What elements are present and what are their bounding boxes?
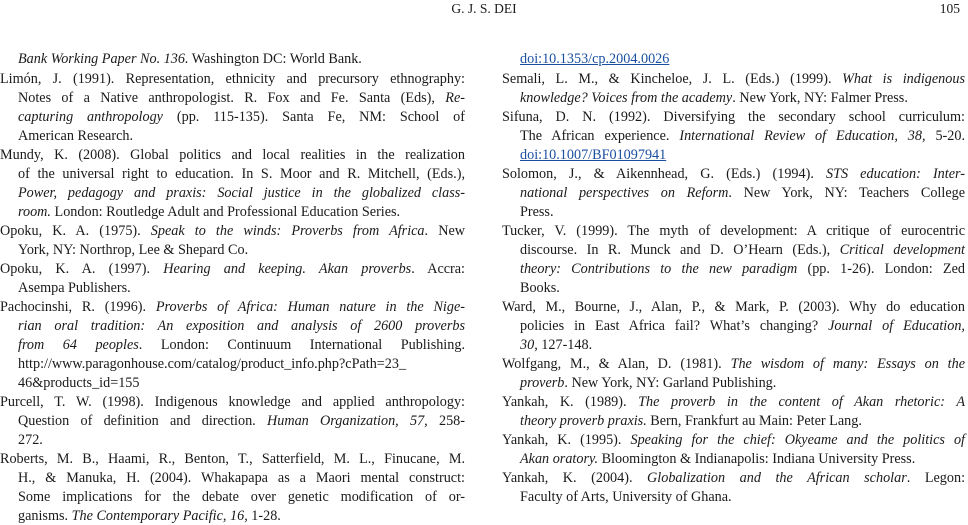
reference-line bbox=[0, 70, 465, 88]
reference-text: . New York, NY: Teachers College bbox=[728, 185, 966, 201]
reference-text: . New York, NY: Garland Publishing. bbox=[564, 375, 777, 391]
reference-text: Some implications for the debate over genetic modification of or- bbox=[18, 489, 465, 505]
reference-line bbox=[520, 203, 965, 221]
reference-text: Opoku, K. A. (1975). bbox=[0, 223, 151, 239]
reference-text: (pp. 1-26). London: Zed bbox=[797, 261, 965, 277]
doi-link[interactable]: doi:10.1353/cp.2004.0026 bbox=[520, 51, 670, 67]
reference-line bbox=[18, 203, 465, 221]
italic-title: knowledge? Voices from the academy bbox=[520, 90, 733, 106]
reference-line bbox=[520, 89, 965, 107]
reference-line bbox=[520, 279, 965, 297]
reference-text: Asempa Publishers. bbox=[18, 280, 131, 296]
reference-line bbox=[502, 108, 965, 126]
reference-line bbox=[18, 336, 465, 354]
reference-text: of the universal right to education. In S. Moor and R. Mitchell, (Eds.), bbox=[18, 166, 465, 182]
italic-title: Proverbs of Africa: Human nature in the Nige- bbox=[155, 299, 465, 315]
reference-text: 46&products_id=155 bbox=[18, 375, 140, 391]
italic-title: Re- bbox=[445, 90, 465, 106]
reference-line bbox=[0, 450, 465, 468]
reference-line bbox=[520, 450, 965, 468]
reference-text: 127-148. bbox=[537, 337, 593, 353]
reference-text: policies in East Africa fail? What’s changing? bbox=[520, 318, 829, 334]
reference-text: Ward, M., Bourne, J., Alan, P., & Mark, P. (2003). Why do education bbox=[502, 299, 965, 315]
reference-line bbox=[0, 222, 465, 240]
reference-text: Bloomington & Indianapolis: Indiana University Press. bbox=[598, 451, 916, 467]
reference-line bbox=[18, 355, 465, 373]
doi-link[interactable]: doi:10.1007/BF01097941 bbox=[520, 147, 667, 163]
reference-text: Tucker, V. (1999). The myth of development: A critique of eurocentric bbox=[502, 223, 965, 239]
reference-line bbox=[18, 184, 465, 202]
italic-title: rian oral tradition: An exposition and analysis of 2600 proverbs bbox=[18, 318, 465, 334]
reference-line bbox=[18, 241, 465, 259]
reference-line bbox=[520, 317, 965, 335]
reference-text: H., & Manuka, H. (2004). Whakapapa as a Maori mental construct: bbox=[18, 470, 465, 486]
reference-text: Limón, J. (1991). Representation, ethnicity and precursory ethnography: bbox=[0, 71, 465, 87]
reference-line bbox=[520, 260, 965, 278]
italic-title: Power, pedagogy and praxis: Social justice in the globalized class- bbox=[18, 185, 465, 201]
reference-line bbox=[520, 50, 965, 68]
reference-line bbox=[18, 488, 465, 506]
italic-title: What is indigenous bbox=[842, 71, 965, 87]
reference-text: Washington DC: World Bank. bbox=[188, 51, 362, 67]
reference-line bbox=[18, 317, 465, 335]
reference-text: http://www.paragonhouse.com/catalog/product_info.php?cPath=23_ bbox=[18, 356, 407, 372]
reference-text: Pachocinshi, R. (1996). bbox=[0, 299, 156, 315]
italic-title: Bank Working Paper No. 136. bbox=[18, 51, 189, 67]
reference-line bbox=[18, 431, 465, 449]
reference-line bbox=[520, 146, 965, 164]
reference-line bbox=[18, 127, 465, 145]
reference-text: Books. bbox=[520, 280, 560, 296]
reference-text: Wolfgang, M., & Alan, D. (1981). bbox=[502, 356, 731, 372]
reference-line bbox=[18, 412, 465, 430]
reference-text: Yankah, K. (1995). bbox=[502, 432, 631, 448]
reference-text: Yankah, K. (2004). bbox=[502, 470, 648, 486]
reference-text: Roberts, M. B., Haami, R., Benton, T., Satterfield, M. L., Finucane, M. bbox=[0, 451, 465, 467]
reference-text: discourse. In R. Munck and D. O’Hearn (Eds.), bbox=[520, 242, 840, 258]
reference-text: Opoku, K. A. (1997). bbox=[0, 261, 164, 277]
reference-line bbox=[502, 298, 965, 316]
italic-title: capturing anthropology bbox=[18, 109, 163, 125]
italic-title: Hearing and keeping. Akan proverbs bbox=[163, 261, 412, 277]
italic-title: theory: Contributions to the new paradigm bbox=[520, 261, 798, 277]
reference-text: . New York, NY: Falmer Press. bbox=[732, 90, 908, 106]
reference-text: London: Routledge Adult and Professional Education Series. bbox=[50, 204, 401, 220]
reference-line bbox=[520, 374, 965, 392]
reference-text: York, NY: Northrop, Lee & Shepard Co. bbox=[18, 242, 249, 258]
reference-line bbox=[18, 50, 465, 68]
reference-line bbox=[520, 127, 965, 145]
italic-title: The proverb in the content of Akan rhetoric: A bbox=[638, 394, 965, 410]
reference-text: Yankah, K. (1989). bbox=[502, 394, 639, 410]
reference-text: . New bbox=[424, 223, 465, 239]
reference-line bbox=[18, 374, 465, 392]
reference-text: Question of definition and direction. bbox=[18, 413, 267, 429]
italic-title: theory proverb praxis. bbox=[520, 413, 647, 429]
italic-title: International Review of Education, 38, bbox=[679, 128, 926, 144]
italic-title: national perspectives on Reform bbox=[520, 185, 729, 201]
reference-text: ganisms. bbox=[18, 508, 72, 524]
italic-title: Journal of Education, bbox=[828, 318, 965, 334]
page-number: 105 bbox=[939, 1, 960, 16]
reference-text: Mundy, K. (2008). Global politics and local realities in the realization bbox=[0, 147, 465, 163]
running-title: G. J. S. DEI bbox=[451, 1, 517, 16]
italic-title: STS education: Inter- bbox=[825, 166, 965, 182]
reference-text: . London: Continuum International Publishing. bbox=[138, 337, 465, 353]
reference-text: Sifuna, D. N. (1992). Diversifying the secondary school curriculum: bbox=[502, 109, 965, 125]
reference-text: . Legon: bbox=[906, 470, 966, 486]
italic-title: The wisdom of many: Essays on the bbox=[730, 356, 965, 372]
reference-line bbox=[0, 393, 465, 411]
reference-text: The African experience. bbox=[520, 128, 680, 144]
reference-text: Solomon, J., & Aikennhead, G. (Eds.) (1994). bbox=[502, 166, 826, 182]
reference-text: Faculty of Arts, University of Ghana. bbox=[520, 489, 732, 505]
reference-text: 5-20. bbox=[925, 128, 966, 144]
reference-line bbox=[0, 298, 465, 316]
reference-line bbox=[502, 393, 965, 411]
italic-title: Globalization and the African scholar bbox=[647, 470, 907, 486]
reference-line bbox=[18, 469, 465, 487]
reference-line bbox=[520, 336, 965, 354]
italic-title: Speak to the winds: Proverbs from Africa bbox=[150, 223, 425, 239]
italic-title: The Contemporary Pacific, 16, bbox=[71, 508, 248, 524]
reference-line bbox=[502, 469, 965, 487]
reference-text: . Accra: bbox=[411, 261, 465, 277]
reference-line bbox=[502, 222, 965, 240]
reference-text: Semali, L. M., & Kincheloe, J. L. (Eds.) (1999). bbox=[502, 71, 843, 87]
reference-text: Press. bbox=[520, 204, 554, 220]
italic-title: from 64 peoples bbox=[18, 337, 139, 353]
italic-title: Human Organization, 57, bbox=[267, 413, 428, 429]
reference-line bbox=[18, 279, 465, 297]
reference-line bbox=[520, 412, 965, 430]
reference-line bbox=[502, 355, 965, 373]
reference-text: Bern, Frankfurt au Main: Peter Lang. bbox=[646, 413, 862, 429]
reference-line bbox=[0, 146, 465, 164]
italic-title: Akan oratory. bbox=[520, 451, 599, 467]
reference-line bbox=[18, 89, 465, 107]
italic-title: Critical development bbox=[839, 242, 965, 258]
reference-line bbox=[18, 507, 465, 525]
reference-line bbox=[502, 70, 965, 88]
reference-line bbox=[502, 165, 965, 183]
reference-line bbox=[502, 431, 965, 449]
italic-title: room. bbox=[18, 204, 51, 220]
reference-text: 1-28. bbox=[247, 508, 281, 524]
reference-line bbox=[0, 260, 465, 278]
italic-title: 30, bbox=[520, 337, 538, 353]
reference-line bbox=[520, 184, 965, 202]
reference-text: (pp. 115-135). Santa Fe, NM: School of bbox=[162, 109, 465, 125]
reference-line bbox=[18, 108, 465, 126]
italic-title: proverb bbox=[520, 375, 565, 391]
reference-line bbox=[520, 241, 965, 259]
reference-line bbox=[520, 488, 965, 506]
reference-text: 272. bbox=[18, 432, 43, 448]
reference-text: American Research. bbox=[18, 128, 134, 144]
reference-text: Purcell, T. W. (1998). Indigenous knowledge and applied anthropology: bbox=[0, 394, 465, 410]
reference-text: Notes of a Native anthropologist. R. Fox and Fe. Santa (Eds), bbox=[18, 90, 446, 106]
reference-text: 258- bbox=[427, 413, 466, 429]
italic-title: Speaking for the chief: Okyeame and the politics of bbox=[630, 432, 965, 448]
reference-line bbox=[18, 165, 465, 183]
